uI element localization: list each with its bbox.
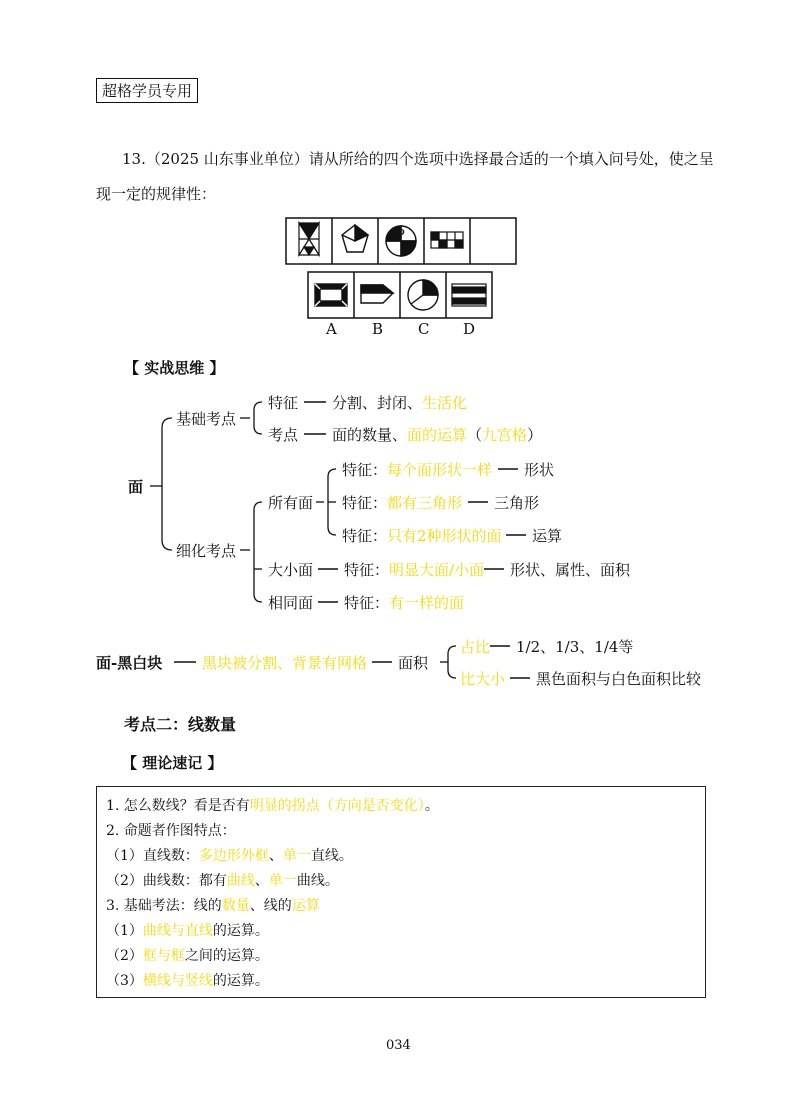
option-b-label: B <box>372 320 384 338</box>
basic-point-label: 考点 <box>268 426 299 444</box>
theory-box <box>96 786 706 998</box>
all-faces-label: 所有面 <box>268 494 314 512</box>
bw-highlight: 黑块被分割、背景有网格 <box>202 654 368 672</box>
bw-ratio: 占比 <box>460 638 491 656</box>
detail-label: 细化考点 <box>176 542 237 560</box>
all-faces-row-2-tail: 三角形 <box>494 494 540 512</box>
page-number: 034 <box>386 1038 411 1053</box>
theory-line-8: （3）横线与竖线的运算。 <box>106 973 269 989</box>
theory-line-5: 3. 基础考法：线的数量、线的运算 <box>106 898 320 914</box>
basic-point-text: 面的数量、面的运算（九宫格） <box>332 426 543 444</box>
bw-ratio-tail: 1/2、1/3、1/4等 <box>516 638 634 656</box>
basic-feature-text: 分割、封闭、生活化 <box>332 394 468 412</box>
bw-compare-tail: 黑色面积与白色面积比较 <box>536 670 702 688</box>
theory-line-7: （2）框与框之间的运算。 <box>106 948 269 964</box>
all-faces-row-3: 特征：只有2种形状的面 <box>342 527 502 545</box>
option-c-label: C <box>418 320 430 338</box>
bw-area: 面积 <box>398 654 429 672</box>
question-mark: ? <box>397 226 406 244</box>
all-faces-row-1: 特征：每个面形状一样 <box>342 461 493 479</box>
bw-label: 面-黑白块 <box>96 654 163 672</box>
basic-feature-label: 特征 <box>268 394 299 412</box>
size-faces-text: 特征：明显大面/小面 <box>344 561 485 579</box>
all-faces-row-3-tail: 运算 <box>532 527 563 545</box>
section2-heading: 【 理论速记 】 <box>122 754 223 772</box>
question-line-1: 13.（2025 山东事业单位）请从所给的四个选项中选择最合适的一个填入问号处，使之呈 <box>122 150 714 168</box>
question-line-2: 现一定的规律性： <box>96 185 217 203</box>
theory-line-1: 1. 怎么数线？看是否有明显的拐点（方向是否变化）。 <box>106 798 439 814</box>
theory-line-3: （1）直线数：多边形外框、单一直线。 <box>106 848 353 864</box>
same-faces-text: 特征：有一样的面 <box>344 594 465 612</box>
theory-line-6: （1）曲线与直线的运算。 <box>106 923 269 939</box>
bw-compare: 比大小 <box>460 670 506 688</box>
mindmap-root: 面 <box>128 478 144 496</box>
theory-line-2: 2. 命题者作图特点： <box>106 823 236 839</box>
option-d-label: D <box>463 320 476 338</box>
section2-title: 考点二：线数量 <box>124 715 237 734</box>
thinking-heading: 【 实战思维 】 <box>124 359 225 377</box>
theory-line-4: （2）曲线数：都有曲线、单一曲线。 <box>106 873 339 889</box>
option-a-label: A <box>326 320 337 338</box>
same-faces-label: 相同面 <box>268 594 314 612</box>
exclusive-stamp: 超格学员专用 <box>96 78 198 103</box>
size-faces-label: 大小面 <box>268 561 314 579</box>
size-faces-tail: 形状、属性、面积 <box>510 561 631 579</box>
all-faces-row-2: 特征：都有三角形 <box>342 494 463 512</box>
all-faces-row-1-tail: 形状 <box>524 461 555 479</box>
basic-label: 基础考点 <box>176 410 237 428</box>
